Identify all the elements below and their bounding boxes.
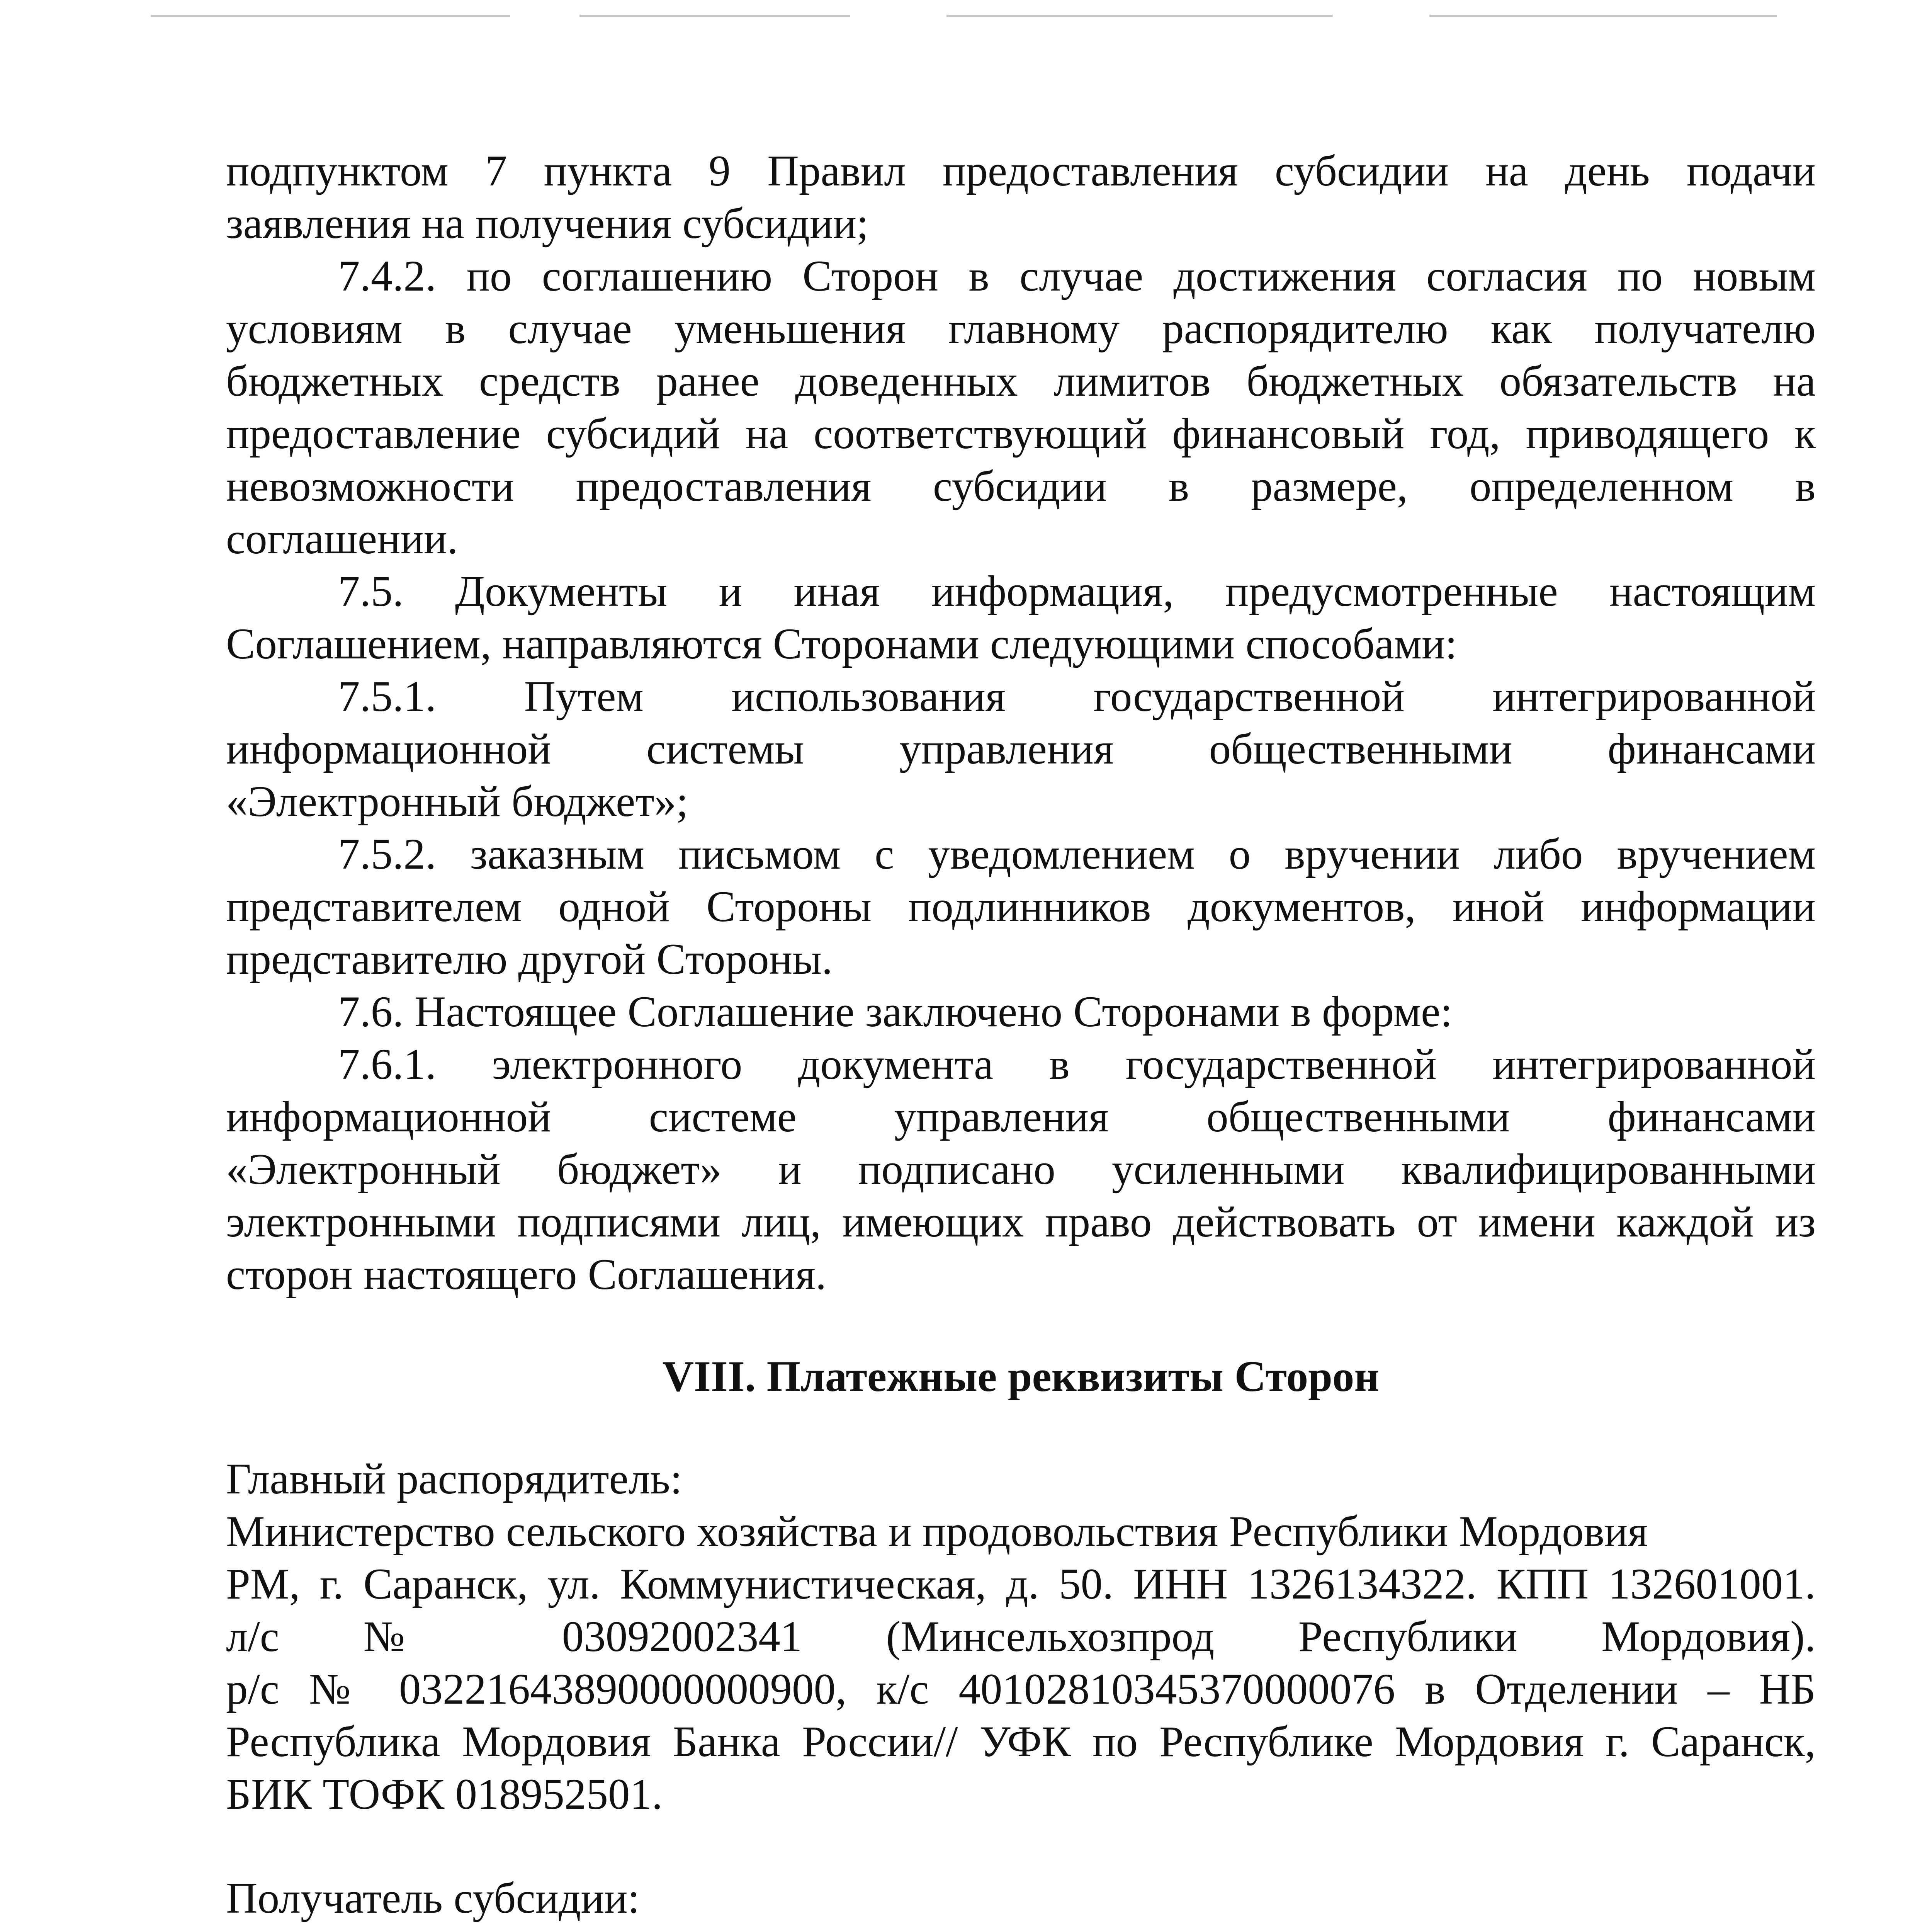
paragraph-line: информационной системе управления общественными финансами [226,1093,1816,1141]
paragraph-line: представителю другой Стороны. [226,935,833,983]
paragraph-line: сторон настоящего Соглашения. [226,1250,827,1299]
section-8-heading: VIII. Платежные реквизиты Сторон [662,1352,1380,1401]
paragraph-line: соглашении. [226,515,458,563]
requisites-line: р/с № 03221643890000000900, к/с 40102810345370000076 в Отделении – НБ [226,1665,1816,1713]
paragraph-line: Соглашением, направляются Сторонами следующими способами: [226,620,1457,668]
scan-artifact [946,15,1333,17]
scan-artifact [1429,15,1777,17]
paragraph-line: условиям в случае уменьшения главному распорядителю как получателю [226,304,1816,353]
paragraph-line: информационной системы управления общественными финансами [226,725,1816,773]
scan-artifact [579,15,850,17]
requisites-line: РМ, г. Саранск, ул. Коммунистическая, д. 50. ИНН 1326134322. КПП 132601001. [226,1560,1816,1608]
paragraph-line: 7.5. Документы и иная информация, предусмотренные настоящим [338,567,1816,616]
paragraph-line: 7.5.1. Путем использования государственной интегрированной [338,672,1816,721]
paragraph-line: предоставление субсидий на соответствующий финансовый год, приводящего к [226,410,1816,458]
requisites-line: л/с № 03092002341 (Минсельхозпрод Республики Мордовия). [226,1612,1816,1661]
paragraph-line: 7.6. Настоящее Соглашение заключено Сторонами в форме: [338,988,1453,1036]
paragraph-line: 7.4.2. по соглашению Сторон в случае достижения согласия по новым [338,252,1816,300]
paragraph-line: заявления на получения субсидии; [226,199,869,248]
paragraph-line: «Электронный бюджет» и подписано усиленными квалифицированными [226,1145,1816,1194]
requisites-line: Министерство сельского хозяйства и продовольствия Республики Мордовия [226,1507,1648,1556]
paragraph-line: 7.5.2. заказным письмом с уведомлением о вручении либо вручением [338,830,1816,878]
paragraph-line: бюджетных средств ранее доведенных лимитов бюджетных обязательств на [226,357,1816,405]
paragraph-line: подпунктом 7 пункта 9 Правил предоставления субсидии на день подачи [226,147,1816,195]
paragraph-line: 7.6.1. электронного документа в государственной интегрированной [338,1040,1816,1088]
distributor-label: Главный распорядитель: [226,1455,682,1503]
paragraph-line: «Электронный бюджет»; [226,777,688,826]
recipient-label: Получатель субсидии: [226,1874,640,1922]
paragraph-line: электронными подписями лиц, имеющих право действовать от имени каждой из [226,1198,1816,1246]
requisites-line: Республика Мордовия Банка России// УФК по Республике Мордовия г. Саранск, [226,1718,1816,1766]
scan-artifact [151,15,510,17]
paragraph-line: невозможности предоставления субсидии в размере, определенном в [226,462,1816,510]
paragraph-line: представителем одной Стороны подлинников документов, иной информации [226,883,1816,931]
requisites-line: БИК ТОФК 018952501. [226,1770,663,1818]
